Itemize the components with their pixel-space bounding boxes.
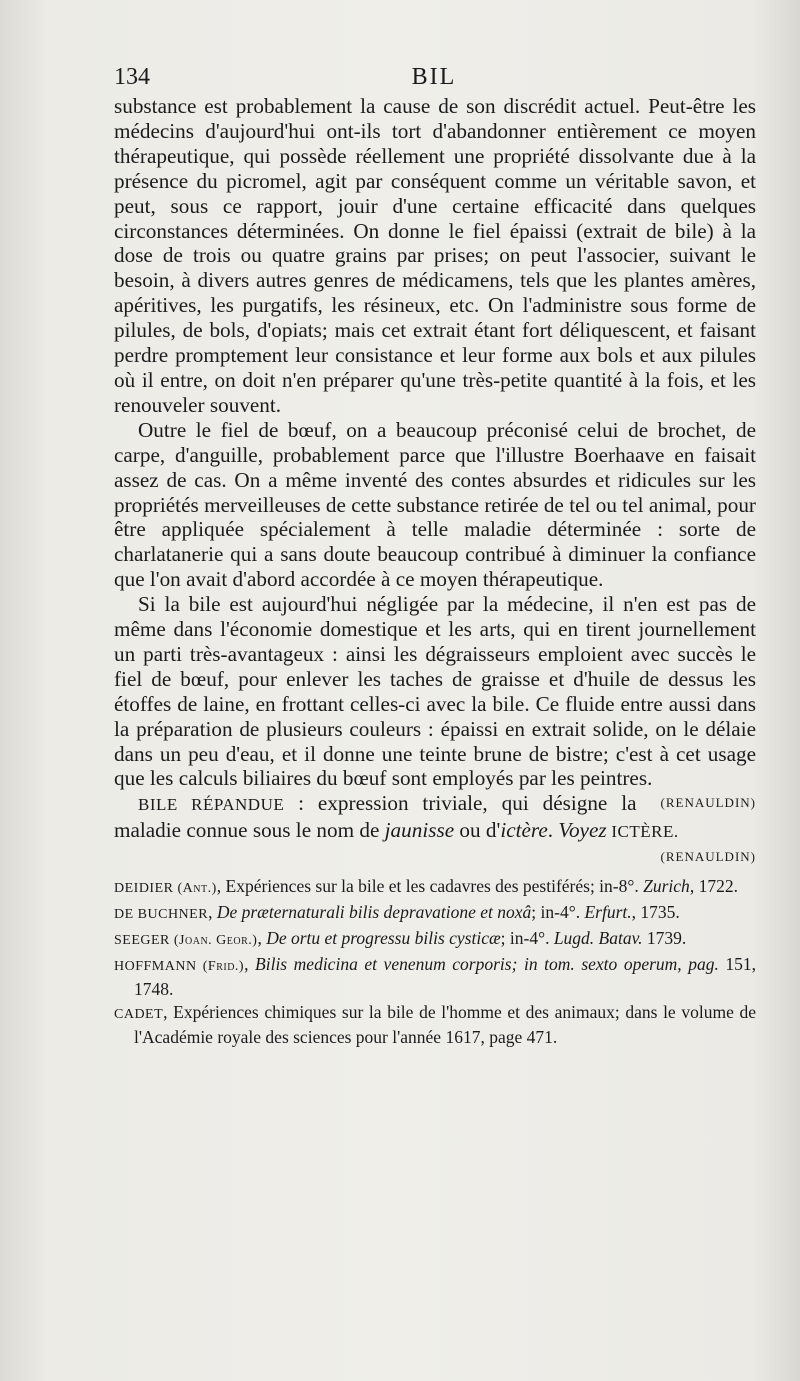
reference-author: DEIDIER (Ant.) [114,881,217,897]
reference-entry [114,953,756,1000]
reference-entry [114,1001,756,1048]
entry-voyez: Voyez [558,818,607,843]
reference-text: , 1722. [689,876,738,897]
reference-author: CADET [114,1007,164,1023]
page-body [114,94,756,1049]
reference-text: De ortu et progressu bilis cysticæ [266,928,501,949]
reference-text: ; in-4°. [500,928,554,949]
entry-see-reference: ICTÈRE. [606,822,679,842]
reference-entry [114,901,756,926]
reference-text: Zurich [643,876,690,897]
paragraph-1: substance est probablement la cause de son discrédit actuel. Peut-être les médecins d'aujourd'hui ont-ils tort d'abandonner entièrement ce moyen thérapeutique, qui possède réellement une propriété dissolvante due à la présence du picromel, agit par conséquent comme un véritable savon, et peut, sous ce rapport, jouir d'une certaine efficacité dans quelques circonstances déterminées. On donne le fiel épaissi (extrait de bile) à la dose de trois ou quatre grains par prises; on peut l'associer, suivant le besoin, à divers autres genres de médicamens, tels que les plantes amères, apéritives, les purgatifs, les résineux, etc. On l'administre sous forme de pilules, de bols, d'opiats; mais cet extrait étant fort déliquescent, et faisant perdre promptement leur consistance et leur forme aux bols et aux pilules où il entre, on doit n'en préparer qu'une très-petite quantité à la fois, et les renouveler souvent. [114,94,756,417]
paragraph-3-signature: (RENAULDIN) [660,795,756,811]
reference-entry [114,927,756,952]
entry-text-a: : expression triviale, qui désigne la maladie connue sous le nom de [114,791,637,843]
entry-term-jaunisse: jaunisse [384,818,455,843]
reference-text: Lugd. Batav. [553,928,643,949]
reference-text: , Expériences chimiques sur la bile de l'homme et des animaux; dans le volume de l'Académie royale des sciences pour l'année 1617, page 471. [134,1002,756,1048]
reference-text: Erfurt. [584,902,632,923]
reference-text: 151, 1748. [134,954,757,1000]
running-head: BIL [411,64,457,90]
entry-term-ictere: ictère [500,818,548,843]
reference-author: HOFFMANN (Frid.) [114,959,245,975]
reference-author: DE BUCHNER [114,907,209,923]
reference-text: ; in-4°. [531,902,585,923]
reference-entry [114,875,756,900]
reference-text: , [244,954,256,975]
reference-text: , [257,928,267,949]
entry-text-b: ou d' [454,818,501,843]
entry-headword: BILE RÉPANDUE [138,795,285,815]
page-number: 134 [114,64,150,90]
page-header [114,64,754,94]
reference-text: De præternaturali bilis depravatione et noxâ [216,902,532,923]
reference-text: 1739. [642,928,687,949]
entry-text-c: . [547,818,559,843]
entry-signature: (RENAULDIN) [660,849,756,865]
reference-text: Bilis medicina et venenum corporis; in tom. sexto operum, pag. [255,954,719,975]
reference-author: SEEGER (Joan. Geor.) [114,933,258,949]
reference-text: , [208,902,217,923]
reference-text: , Expériences sur la bile et les cadavres des pestiférés; in-8°. [216,876,644,897]
paragraph-3-text: Si la bile est aujourd'hui négligée par la médecine, il n'en est pas de même dans l'économie domestique et les arts, qui en tirent journellement un parti très-avantageux : ainsi les dégraisseurs emploient avec succès le fiel de bœuf, pour enlever les taches de graisse et d'huile de dessus les étoffes de laine, en frottant celles-ci avec la bile. Ce fluide entre aussi dans la préparation de plusieurs couleurs : épaissi en extrait solide, on le délaie dans un peu d'eau, et il donne une teinte brune de bistre; c'est à cet usage que les calculs biliaires du bœuf sont employés par les peintres. [114,592,756,791]
paragraph-2: Outre le fiel de bœuf, on a beaucoup préconisé celui de brochet, de carpe, d'anguille, probablement parce que l'illustre Boerhaave en faisait assez de cas. On a même inventé des contes absurdes et ridicules sur les propriétés merveilleuses de cette substance retirée de tel ou tel animal, pour être appliquée spécialement à telle maladie déterminée : sorte de charlatanerie qui a sans doute beaucoup contribué à diminuer la confiance que l'on avait d'abord accordée à ce moyen thérapeutique. [114,417,756,592]
reference-text: , 1735. [631,902,680,923]
bibliography [114,875,756,1048]
